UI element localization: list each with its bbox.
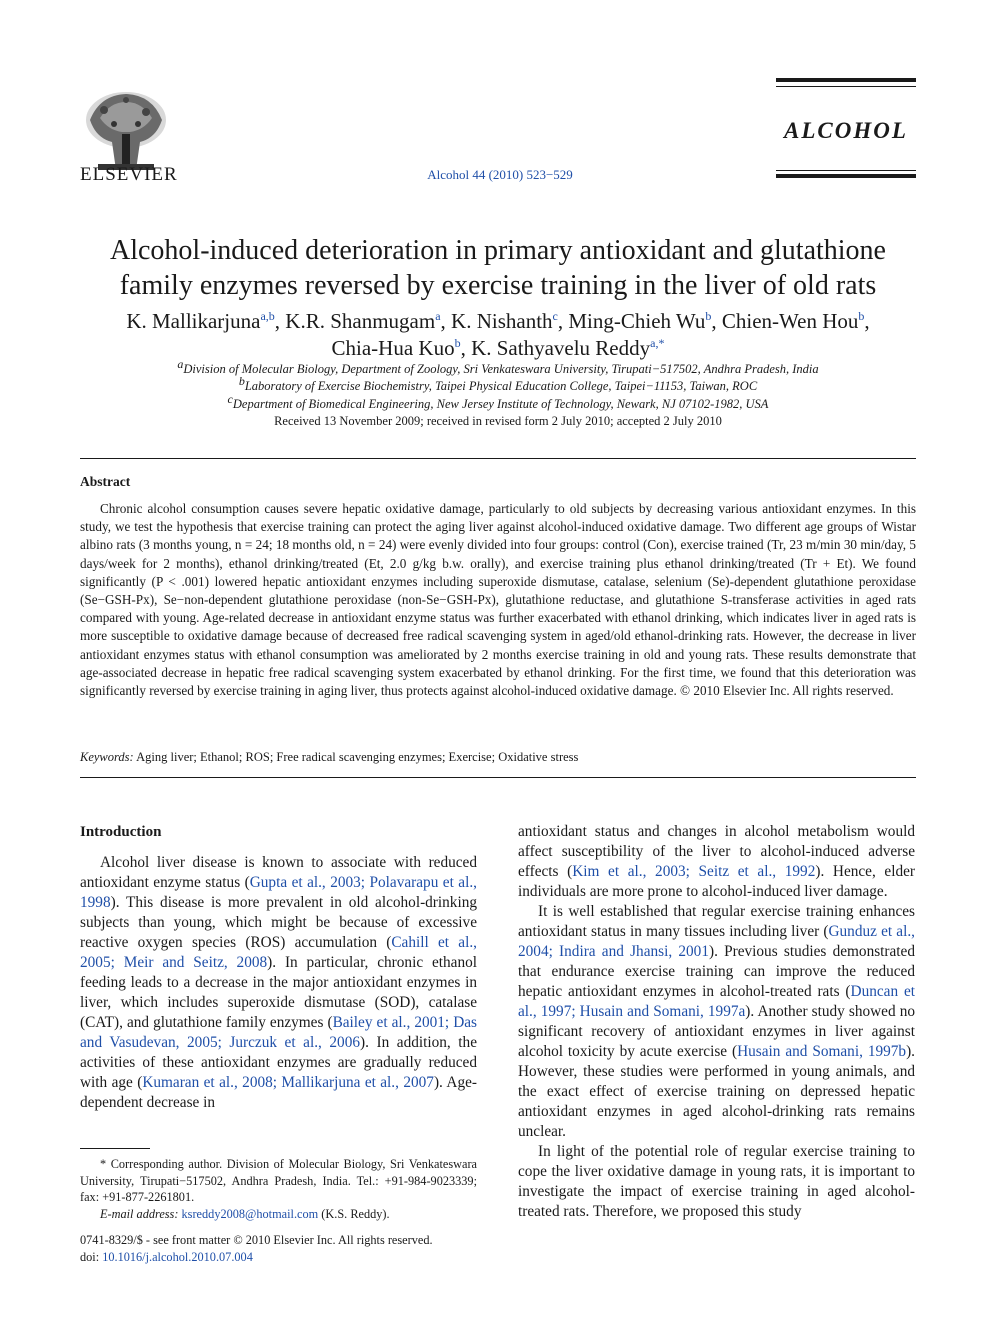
column-left bbox=[80, 822, 477, 1113]
journal-name: ALCOHOL bbox=[784, 118, 908, 143]
corresponding-author: * Corresponding author. Division of Molecular Biology, Sri Venkateswara University, Tirupati−517502, Andhra Pradesh, India. Tel.: +91-984-9023339; fax: +91-877-2261801. bbox=[80, 1157, 477, 1204]
email-line: E-mail address: ksreddy2008@hotmail.com (K.S. Reddy). bbox=[100, 1206, 390, 1221]
citation-link[interactable]: Bailey et al., 2001; Das and Vasudevan, 2005; Jurczuk et al., 2006 bbox=[80, 1014, 478, 1051]
column-right bbox=[518, 822, 915, 1222]
author-affiliation-mark: a,b bbox=[260, 309, 275, 323]
abstract-text: Chronic alcohol consumption causes severe hepatic oxidative damage, particularly to old subjects by decreasing various antioxidant enzymes. In this study, we test the hypothesis that exercise training can protect the aging liver against alcohol-induced oxidative damage. Two different age groups of Wistar albino rats (3 months young, n = 24; 18 months old, n = 24) were evenly divided into four groups: control (Con), exercise trained (Tr, 23 m/min 30 min/day, 5 days/week for 2 months), ethanol drinking/treated (Et, 2.0 g/kg b.w. orally), and exercise training plus ethanol drinking/treated (Tr + Et). We found significantly (P < .001) lowered hepatic antioxidant enzymes including superoxide dismutase, catalase, selenium (Se)-dependent glutathione peroxidase (Se−GSH-Px), Se−non-dependent glutathione peroxidase (non-Se−GSH-Px), glutathione reductase, and glutathione S-transferase activities in aged rats compared with young. Age-related decrease in antioxidant enzyme status was further exacerbated with ethanol drinking, which indicates liver in aged rats is more susceptible to oxidative damage because of decreased free radical scavenging system in aged/old ethanol-drinking rats. However, the decrease in liver antioxidant enzymes status with ethanol consumption was ameliorated by 2 months exercise training in old and young rats. These results demonstrate that age-associated decrease in hepatic free radical scavenging system exacerbated by ethanol drinking. For the first time, we found that this deterioration was significantly reversed by exercise training in aging liver, thus protects against alcohol-induced oxidative damage. © 2010 Elsevier Inc. All rights reserved. bbox=[80, 501, 916, 699]
citation-link[interactable]: Kim et al., 2003; Seitz et al., 1992 bbox=[572, 863, 816, 880]
citation-link[interactable]: Duncan et al., 1997; Husain and Somani, 1997a bbox=[518, 983, 915, 1020]
citation-link[interactable]: Gupta et al., 2003; Polavarapu et al., 1998 bbox=[80, 874, 477, 911]
author-name: Ming-Chieh Wu bbox=[568, 309, 706, 333]
author-affiliation-mark: c bbox=[552, 309, 558, 323]
introduction-heading: Introduction bbox=[80, 824, 162, 840]
citation-link[interactable]: Cahill et al., 2005; Meir and Seitz, 2008 bbox=[80, 934, 477, 971]
divider-top bbox=[80, 458, 916, 459]
doi-line: doi: 10.1016/j.alcohol.2010.07.004 bbox=[80, 1250, 253, 1264]
keywords: Keywords: Aging liver; Ethanol; ROS; Free radical scavenging enzymes; Exercise; Oxidative stress bbox=[80, 750, 579, 764]
author-name: K.R. Shanmugam bbox=[285, 309, 436, 333]
author-name: K. Sathyavelu Reddy bbox=[471, 336, 651, 360]
affiliation-b: $^b$Laboratory of Exercise Biochemistry, Taipei Physical Education College, Taipei−11153, Taiwan, ROC bbox=[238, 373, 758, 393]
author-affiliation-mark: b bbox=[454, 336, 461, 350]
journal-rule-bottom bbox=[776, 174, 916, 178]
citation-link[interactable]: Kumaran et al., 2008; Mallikarjuna et al., 2007 bbox=[142, 1074, 434, 1091]
citation-link[interactable]: Gunduz et al., 2004; Indira and Jhansi, 2001 bbox=[518, 923, 915, 960]
footnote-rule bbox=[80, 1148, 150, 1149]
author-name: Chien-Wen Hou bbox=[721, 309, 859, 333]
email-link[interactable]: ksreddy2008@hotmail.com bbox=[181, 1206, 319, 1221]
intro-paragraph-1: Alcohol liver disease is known to associate with reduced antioxidant enzyme status (Gupta et al., 2003; Polavarapu et al., 1998). This disease is more prevalent in old alcohol-drinking subjects than young, which might be because of excessive reactive oxygen species (ROS) accumulation (Cahill et al., 2005; Meir and Seitz, 2008). In particular, chronic ethanol feeding leads to a decrease in the major antioxidant enzymes in liver, which includes superoxide dismutase (SOD), catalase (CAT), and glutathione family enzymes (Bailey et al., 2001; Das and Vasudevan, 2005; Jurczuk et al., 2006). In addition, the activities of these antioxidant enzymes are gradually reduced with age (Kumaran et al., 2008; Mallikarjuna et al., 2007). Age-dependent decrease in bbox=[80, 854, 478, 1111]
footnote bbox=[80, 1156, 477, 1222]
author-name: K. Mallikarjuna bbox=[126, 309, 261, 333]
publisher-name: ELSEVIER bbox=[80, 164, 178, 185]
intro-paragraph-2: It is well established that regular exercise training enhances antioxidant status in many tissues including liver (Gunduz et al., 2004; Indira and Jhansi, 2001). Previous studies demonstrated that endurance exercise training can improve the reduced hepatic antioxidant enzymes in alcohol-treated rats (Duncan et al., 1997; Husain and Somani, 1997a). Another study showed no significant recovery of antioxidant enzymes in liver against alcohol toxicity by acute exercise (Husain and Somani, 1997b). However, these studies were performed in young animals, and the exact effect of exercise training on depressed hepatic antioxidant enzymes in aged alcohol-drinking rats remains unclear. bbox=[518, 903, 915, 1140]
author-affiliation-mark: a,* bbox=[650, 336, 665, 350]
journal-rule-bottom-thin bbox=[776, 170, 916, 171]
journal-rule-top-thin bbox=[776, 86, 916, 87]
author-list: K. Mallikarjuna$^{a,b}$, K.R. Shanmugam$^a$, K. Nishanth$^c$, Ming-Chieh Wu$^b$, Chien-Wen Hou$^b$, Chia-Hua Kuo$^b$, K. Sathyavelu Reddy$^{a,*}$ bbox=[126, 309, 870, 360]
affiliation-c: $^c$Department of Biomedical Engineering, New Jersey Institute of Technology, Newark, NJ 07102-1982, USA bbox=[227, 391, 769, 411]
author-name: Chia-Hua Kuo bbox=[331, 336, 455, 360]
intro-paragraph-3: In light of the potential role of regular exercise training to cope the liver oxidative damage in young rats, it is important to investigate the impact of exercise training in aged alcohol-treated rats. Therefore, we proposed this study bbox=[518, 1143, 915, 1220]
received-dates: Received 13 November 2009; received in revised form 2 July 2010; accepted 2 July 2010 bbox=[274, 414, 722, 428]
affiliation-a: $^a$Division of Molecular Biology, Department of Zoology, Sri Venkateswara University, Tirupati−517502, Andhra Pradesh, India bbox=[177, 356, 819, 376]
intro-paragraph-continued: antioxidant status and changes in alcohol metabolism would affect susceptibility of the liver to alcohol-induced adverse effects (Kim et al., 2003; Seitz et al., 1992). Hence, elder individuals are more prone to alcohol-induced liver damage. bbox=[518, 823, 915, 900]
front-matter bbox=[80, 1232, 477, 1266]
author-affiliation-mark: b bbox=[858, 309, 865, 323]
citation-link[interactable]: Husain and Somani, 1997b bbox=[737, 1043, 907, 1060]
author-affiliation-mark: b bbox=[705, 309, 712, 323]
article-title: Alcohol-induced deterioration in primary antioxidant and glutathione family enzymes reversed by exercise training in the liver of old rats bbox=[109, 235, 886, 301]
abstract-heading: Abstract bbox=[80, 474, 131, 489]
journal-rule-top bbox=[776, 78, 916, 82]
doi-link[interactable]: 10.1016/j.alcohol.2010.07.004 bbox=[102, 1250, 253, 1264]
divider-bottom bbox=[80, 777, 916, 778]
journal-citation[interactable]: Alcohol 44 (2010) 523−529 bbox=[427, 167, 573, 182]
author-affiliation-mark: a bbox=[435, 309, 441, 323]
author-name: K. Nishanth bbox=[451, 309, 553, 333]
issn-line: 0741-8329/$ - see front matter © 2010 Elsevier Inc. All rights reserved. bbox=[80, 1233, 433, 1247]
